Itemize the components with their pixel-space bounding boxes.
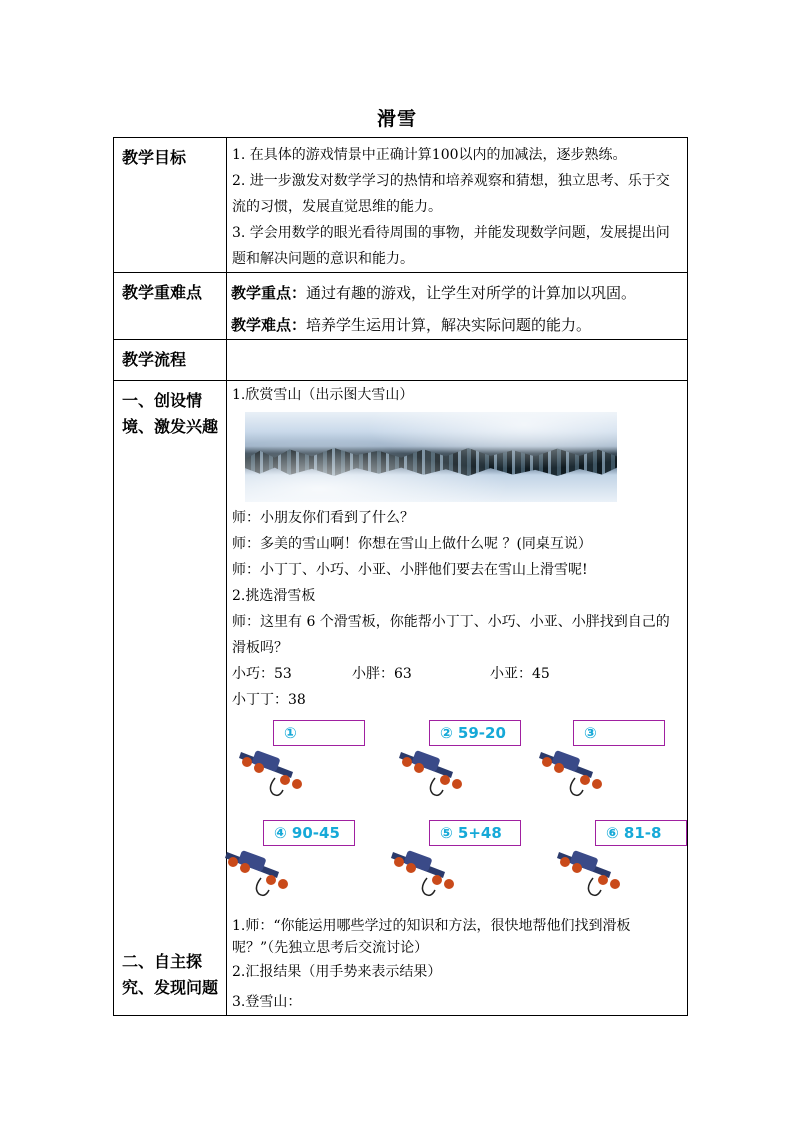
key-point-label: 教学重点： (231, 284, 307, 302)
teacher-line: 1.师：“你能运用哪些学过的知识和方法，很快地帮他们找到滑板呢？”（先独立思考后交流讨论） (232, 918, 631, 956)
snow-mountain-image (245, 412, 617, 502)
section-content-cell (227, 381, 688, 1016)
snowboard (387, 820, 527, 900)
kid-number: 小丁丁：38 (232, 692, 306, 708)
goals-label: 教学目标 (122, 148, 187, 167)
section2-label: 二、自主探究、发现问题 (122, 952, 219, 997)
snowboard (553, 820, 693, 900)
goals-content-cell (227, 138, 688, 273)
snowboard (235, 720, 375, 800)
snowboard-label: ② 59-20 (429, 720, 521, 746)
difficult-point-text: 培养学生运用计算，解决实际问题的能力。 (306, 316, 592, 334)
section1-label: 一、创设情境、激发兴趣 (122, 391, 219, 436)
step-appreciate: 1.欣赏雪山（出示图大雪山） (232, 387, 414, 403)
kid-number: 小亚：45 (490, 666, 550, 682)
kid-number: 小胖：63 (352, 666, 412, 682)
teacher-line: 师：小朋友你们看到了什么？ (232, 510, 414, 526)
page-title: 滑雪 (376, 108, 417, 130)
climb-line: 3.登雪山： (232, 994, 302, 1010)
goals-row (114, 138, 688, 273)
lesson-plan-table (113, 137, 688, 1016)
goal-item: 1. 在具体的游戏情景中正确计算100以内的加减法，逐步熟练。 (232, 147, 627, 163)
goal-item: 2. 进一步激发对数学学习的热情和培养观察和猜想，独立思考、乐于交流的习惯，发展直觉思维的能力。 (232, 173, 670, 215)
snowboard-icon (221, 838, 301, 900)
step-choose: 2.挑选滑雪板 (232, 588, 316, 604)
section-label-cell (114, 381, 227, 1016)
teacher-line: 师：多美的雪山啊！你想在雪山上做什么呢 ？(同桌互说） (232, 536, 592, 552)
flow-row (114, 340, 688, 381)
snowboard (535, 720, 675, 800)
snowboard-icon (553, 838, 633, 900)
teacher-line: 师：小丁丁、小巧、小亚、小胖他们要去在雪山上滑雪呢! (232, 562, 588, 578)
difficult-point (227, 312, 687, 338)
goal-item: 3. 学会用数学的眼光看待周围的事物，并能发现数学问题，发展提出问题和解决问题的意识和能力。 (232, 225, 670, 267)
keypoints-label-cell (114, 273, 227, 340)
snowboard-label: ⑥ 81-8 (595, 820, 687, 846)
keypoints-label: 教学重难点 (122, 283, 203, 302)
flow-label: 教学流程 (122, 350, 187, 369)
kid-number: 小巧：53 (232, 666, 292, 682)
flow-content-cell (227, 340, 688, 381)
keypoints-content-cell (227, 273, 688, 340)
key-point-text: 通过有趣的游戏，让学生对所学的计算加以巩固。 (306, 284, 637, 302)
snowboard-icon (535, 738, 615, 800)
flow-label-cell (114, 340, 227, 381)
goals-label-cell (114, 138, 227, 273)
key-point (227, 280, 687, 306)
keypoints-row (114, 273, 688, 340)
kids-numbers (227, 661, 687, 687)
report-line: 2.汇报结果（用手势来表示结果） (232, 964, 442, 980)
snowboard-label: ③ (573, 720, 665, 746)
snowboard-label: ① (273, 720, 365, 746)
snowboard-label: ⑤ 5+48 (429, 820, 521, 846)
snowboard (395, 720, 535, 800)
snowboard-grid (227, 715, 687, 915)
snowboard-icon (395, 738, 475, 800)
difficult-point-label: 教学难点： (231, 316, 307, 334)
snowboard-icon (235, 738, 315, 800)
section-row (114, 381, 688, 1016)
snowboard (221, 820, 361, 900)
snowboard-icon (387, 838, 467, 900)
teacher-question: 师：这里有 6 个滑雪板，你能帮小丁丁、小巧、小亚、小胖找到自己的滑板吗？ (232, 614, 670, 656)
snowboard-label: ④ 90-45 (263, 820, 355, 846)
